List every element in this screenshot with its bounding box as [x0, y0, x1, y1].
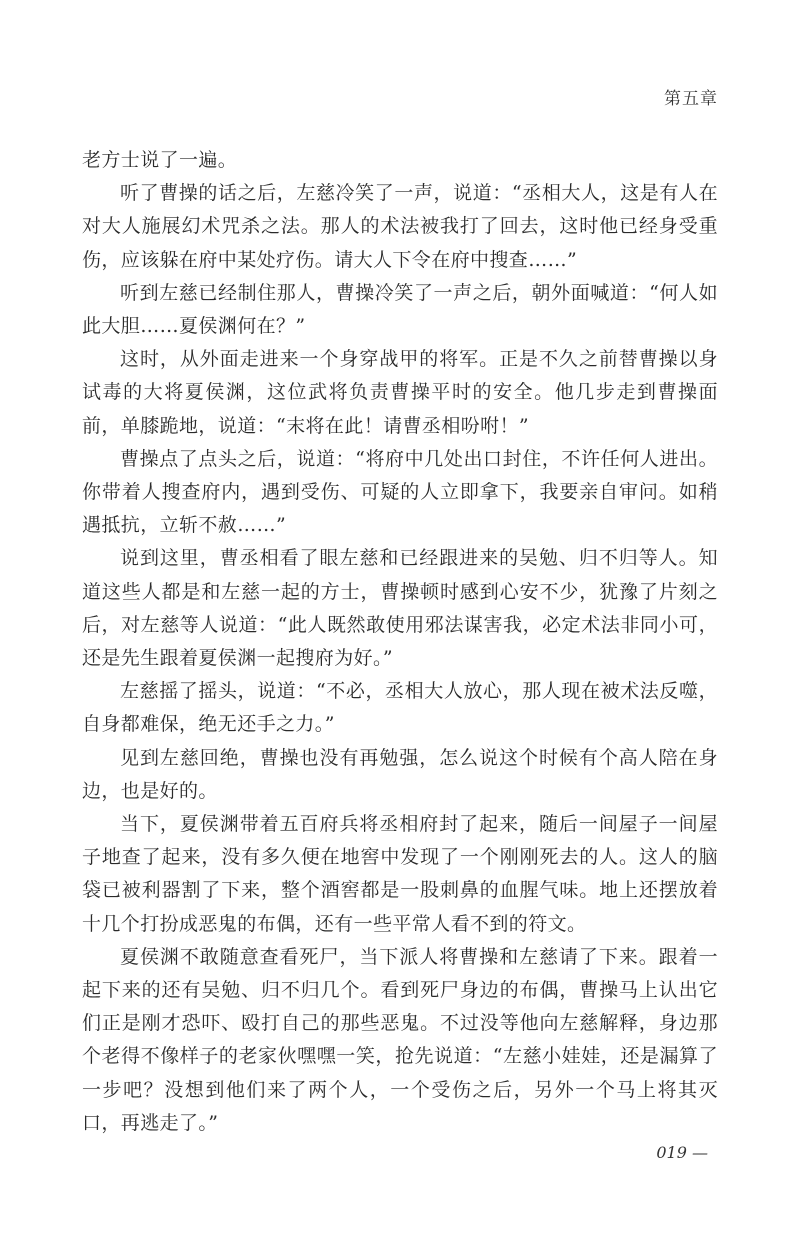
paragraph: 听了曹操的话之后，左慈冷笑了一声，说道：“丞相大人，这是有人在对大人施展幻术咒杀之法。那人的术法被我打了回去，这时他已经身受重伤，应该躲在府中某处疗伤。请大人下令在府中搜查……”: [82, 182, 718, 271]
chapter-header: 第五章: [664, 89, 718, 109]
paragraph: 听到左慈已经制住那人，曹操冷笑了一声之后，朝外面喊道：“何人如此大胆……夏侯渊何在？”: [82, 281, 718, 338]
paragraph: 左慈摇了摇头，说道：“不必，丞相大人放心，那人现在被术法反噬，自身都难保，绝无还手之力。”: [82, 680, 718, 736]
page-number: 019 —: [656, 1143, 708, 1162]
paragraph: 见到左慈回绝，曹操也没有再勉强，怎么说这个时候有个高人陪在身边，也是好的。: [82, 746, 718, 802]
paragraph: 当下，夏侯渊带着五百府兵将丞相府封了起来，随后一间屋子一间屋子地查了起来，没有多久便在地窖中发现了一个刚刚死去的人。这人的脑袋已被利器割了下来，整个酒窖都是一股刺鼻的血腥气味。地上还摆放着十几个打扮成恶鬼的布偶，还有一些平常人看不到的符文。: [82, 813, 718, 935]
paragraph: 夏侯渊不敢随意查看死尸，当下派人将曹操和左慈请了下来。跟着一起下来的还有吴勉、归不归几个。看到死尸身边的布偶，曹操马上认出它们正是刚才恐吓、殴打自己的那些恶鬼。不过没等他向左慈解释，身边那个老得不像样子的老家伙嘿嘿一笑，抢先说道：“左慈小娃娃，还是漏算了一步吧？没想到他们来了两个人，一个受伤之后，另外一个马上将其灭口，再逃走了。”: [82, 945, 718, 1134]
paragraph: 老方士说了一遍。: [82, 149, 238, 171]
paragraph: 说到这里，曹丞相看了眼左慈和已经跟进来的吴勉、归不归等人。知道这些人都是和左慈一起的方士，曹操顿时感到心安不少，犹豫了片刻之后，对左慈等人说道：“此人既然敢使用邪法谋害我，必定术法非同小可，还是先生跟着夏侯渊一起搜府为好。”: [82, 547, 718, 670]
body-text: [82, 144, 718, 1140]
paragraph: 曹操点了点头之后，说道：“将府中几处出口封住，不许任何人进出。你带着人搜查府内，遇到受伤、可疑的人立即拿下，我要亲自审问。如稍遇抵抗，立斩不赦……”: [82, 447, 718, 537]
paragraph: 这时，从外面走进来一个身穿战甲的将军。正是不久之前替曹操以身试毒的大将夏侯渊，这位武将负责曹操平时的安全。他几步走到曹操面前，单膝跪地，说道：“末将在此！请曹丞相吩咐！”: [82, 348, 718, 437]
